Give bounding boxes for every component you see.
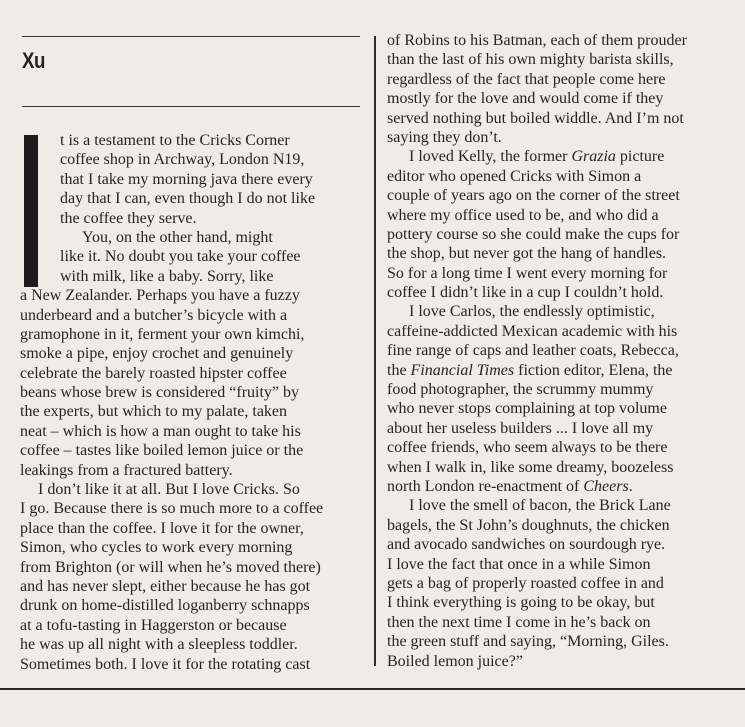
- text-line: saying they don’t.: [387, 128, 502, 146]
- text-line: a New Zealander. Perhaps you have a fuzzy: [20, 287, 300, 305]
- top-rule: [22, 36, 360, 37]
- text-line: mostly for the love and would come if they: [387, 90, 664, 108]
- text-line: and avocado sandwiches on sourdough rye.: [387, 536, 666, 554]
- text-line: I don’t like it at all. But I love Cricks. So: [38, 481, 300, 499]
- text-line: gets a bag of properly roasted coffee in and: [387, 574, 664, 592]
- bottom-rule: [0, 688, 745, 690]
- text-line: coffee shop in Archway, London N19,: [60, 151, 305, 169]
- text-line: gramophone in it, ferment your own kimchi,: [20, 325, 305, 343]
- text-line: of Robins to his Batman, each of them prouder: [387, 32, 687, 49]
- text-line: beans whose brew is considered “fruity” by: [20, 384, 300, 402]
- text-line: t is a testament to the Cricks Corner: [60, 132, 290, 149]
- text-line: caffeine-addicted Mexican academic with his: [387, 322, 678, 340]
- text-line: Sometimes both. I love it for the rotating cast: [20, 655, 311, 673]
- text-line: bagels, the St John’s doughnuts, the chicken: [387, 516, 670, 534]
- text-line: regardless of the fact that people come here: [387, 70, 666, 88]
- text-line: You, on the other hand, might: [82, 228, 273, 246]
- text-line: coffee – tastes like boiled lemon juice or the: [20, 442, 304, 460]
- text-line: So for a long time I went every morning for: [387, 264, 668, 282]
- text-line: Simon, who cycles to work every morning: [20, 539, 293, 557]
- text-line: the shop, but never got the hang of handles.: [387, 245, 667, 263]
- text-line: food photographer, the scrummy mummy: [387, 381, 654, 399]
- text-line: Boiled lemon juice?”: [387, 652, 523, 670]
- text-line: about her useless builders ... I love all my: [387, 419, 654, 437]
- text-line: the experts, but which to my palate, taken: [20, 403, 288, 421]
- text-line: underbeard and a butcher’s bicycle with a: [20, 306, 288, 324]
- text-line: I think everything is going to be okay, but: [387, 594, 655, 612]
- text-line: coffee I didn’t like in a cup I couldn’t hold.: [387, 284, 664, 302]
- text-line: day that I can, even though I do not like: [60, 190, 316, 208]
- text-line: drunk on home-distilled loganberry schnapps: [20, 597, 310, 615]
- text-line: the Financial Times fiction editor, Elena, the: [387, 361, 673, 379]
- text-line: served nothing but boiled widdle. And I’m not: [387, 109, 684, 127]
- text-line: place than the coffee. I love it for the owner,: [20, 519, 304, 537]
- text-line: smoke a pipe, enjoy crochet and genuinely: [20, 345, 294, 363]
- column-divider: [374, 36, 376, 666]
- text-line: neat – which is how a man ought to take his: [20, 422, 301, 440]
- text-line: and has never slept, either because he has got: [20, 577, 311, 595]
- text-line: where my office used to be, and who did a: [387, 206, 659, 224]
- text-line: editor who opened Cricks with Simon a: [387, 167, 642, 185]
- text-line: I love the smell of bacon, the Brick Lane: [409, 497, 671, 515]
- text-line: with milk, like a baby. Sorry, like: [60, 267, 274, 285]
- text-line: I go. Because there is so much more to a coffee: [20, 500, 324, 518]
- text-line: the coffee they serve.: [60, 209, 197, 227]
- text-line: like it. No doubt you take your coffee: [60, 248, 301, 266]
- text-line: fine range of caps and leather coats, Rebecca,: [387, 342, 679, 360]
- text-line: who never stops complaining at top volume: [387, 400, 667, 418]
- text-line: leakings from a fractured battery.: [20, 461, 233, 479]
- right-column: [387, 31, 732, 671]
- text-line: I loved Kelly, the former Grazia picture: [409, 148, 665, 166]
- text-line: I love the fact that once in a while Simon: [387, 555, 651, 573]
- text-line: pottery course so she could make the cups for: [387, 225, 680, 243]
- text-line: the green stuff and saying, “Morning, Giles.: [387, 633, 669, 651]
- text-line: couple of years ago on the corner of the street: [387, 187, 680, 205]
- text-line: from Brighton (or will when he’s moved there): [20, 558, 321, 576]
- text-line: he was up all night with a sleepless toddler.: [20, 636, 298, 654]
- text-line: when I walk in, like some dreamy, boozeless: [387, 458, 674, 476]
- column-name: Xu: [22, 48, 46, 73]
- text-line: than the last of his own mighty barista skills,: [387, 51, 674, 69]
- left-column: [20, 131, 358, 674]
- text-line: at a tofu-tasting in Haggerston or because: [20, 616, 287, 634]
- name-rule: [22, 106, 360, 107]
- text-line: that I take my morning java there every: [60, 170, 313, 188]
- text-line: celebrate the barely roasted hipster coffee: [20, 364, 287, 382]
- text-line: then the next time I come in he’s back on: [387, 613, 651, 631]
- text-line: coffee friends, who seem always to be there: [387, 439, 668, 457]
- text-line: north London re-enactment of Cheers.: [387, 477, 633, 495]
- text-line: I love Carlos, the endlessly optimistic,: [409, 303, 655, 321]
